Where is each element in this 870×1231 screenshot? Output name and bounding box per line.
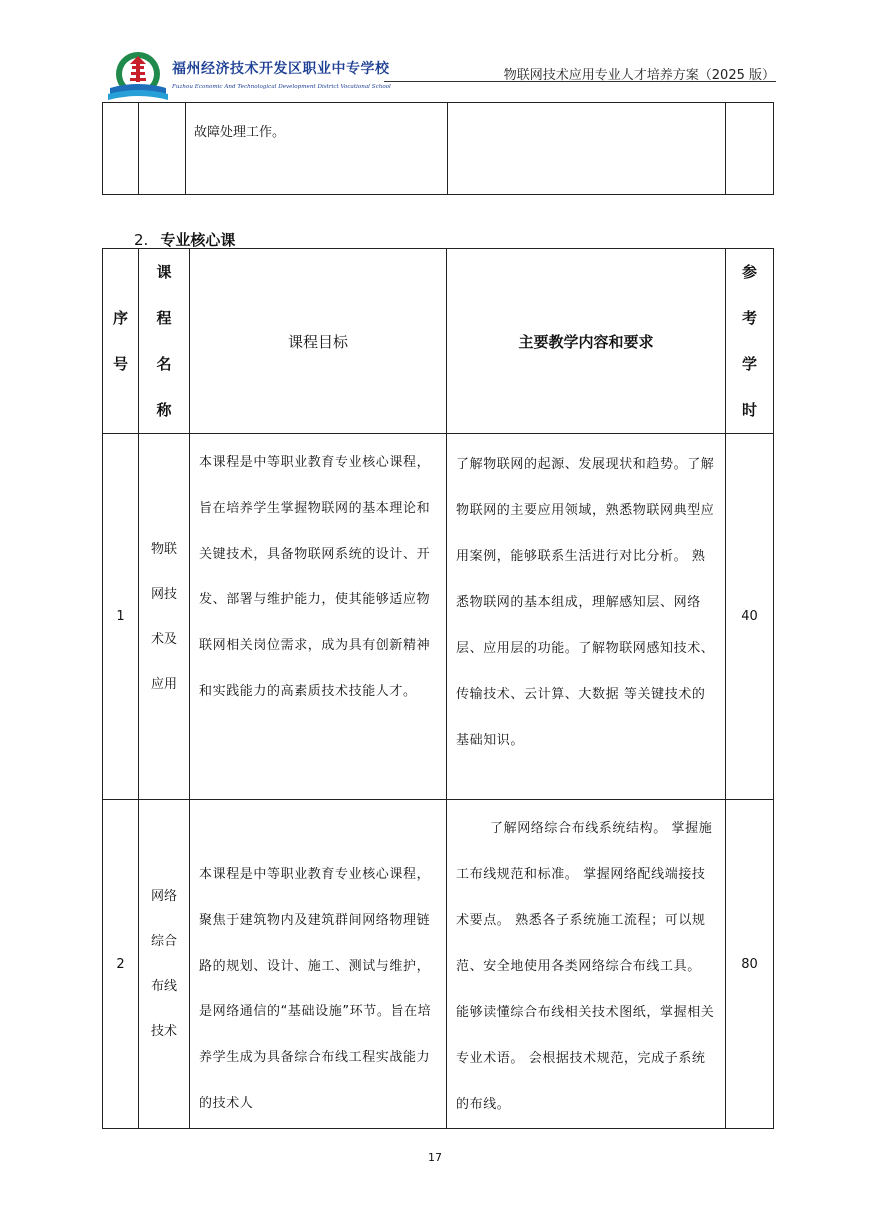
section-heading <box>134 229 235 250</box>
table-cell <box>448 103 726 195</box>
row-teaching-content: 了解网络综合布线系统结构。 掌握施工布线规范和标准。 掌握网络配线端接技术要点。 熟悉各子系统施工流程；可以规范、安全地使用各类网络综合布线工具。 能够读懂综合布线相关技术图纸，掌握相关专业术语。 会根据技术规范，完成子系统的布线。 <box>447 800 726 1129</box>
page-number: 17 <box>428 1151 442 1164</box>
row-course-goal: 本课程是中等职业教育专业核心课程，聚焦于建筑物内及建筑群间网络物理链路的规划、设计、施工、测试与维护，是网络通信的“基础设施”环节。旨在培养学生成为具备综合布线工程实战能力的技术人 <box>190 800 447 1129</box>
section-title: 专业核心课 <box>160 231 236 249</box>
row-seq: 2 <box>103 800 139 1129</box>
table-row <box>103 800 774 1129</box>
table-row <box>103 434 774 800</box>
header-reference-hours: 参 考 学 时 <box>726 249 774 434</box>
document-title: 物联网技术应用专业人才培养方案（2025 版） <box>503 68 775 83</box>
row-reference-hours: 40 <box>726 434 774 800</box>
core-courses-table <box>102 248 774 1129</box>
row-teaching-content: 了解物联网的起源、发展现状和趋势。了解物联网的主要应用领域，熟悉物联网典型应用案例，能够联系生活进行对比分析。 熟悉物联网的基本组成，理解感知层、网络层、应用层的功能。了解物联网感知技术、传输技术、云计算、大数据 等关键技术的基础知识。 <box>447 434 726 800</box>
header-course-goal: 课程目标 <box>190 249 447 434</box>
previous-table-continuation <box>102 102 774 195</box>
header-seq: 序 号 <box>103 249 139 434</box>
section-number: 2. <box>134 231 149 249</box>
row-course-name: 网络 综合 布线 技术 <box>139 800 190 1129</box>
row-course-goal: 本课程是中等职业教育专业核心课程，旨在培养学生掌握物联网的基本理论和关键技术，具备物联网系统的设计、开发、部署与维护能力，使其能够适应物联网相关岗位需求，成为具有创新精神和实践能力的高素质技术技能人才。 <box>190 434 447 800</box>
header-divider <box>384 81 776 82</box>
row-seq: 1 <box>103 434 139 800</box>
table-cell <box>186 103 448 195</box>
school-name-en: Fuzhou Economic And Technological Development District Vocational School <box>172 84 391 90</box>
header-teaching-content: 主要教学内容和要求 <box>447 249 726 434</box>
row-reference-hours: 80 <box>726 800 774 1129</box>
table-cell <box>726 103 774 195</box>
table-cell <box>103 103 139 195</box>
continued-text: 故障处理工作。 <box>194 125 286 140</box>
table-header-row <box>103 249 774 434</box>
table-cell <box>139 103 186 195</box>
header-course-name: 课 程 名 称 <box>139 249 190 434</box>
school-name-cn: 福州经济技术开发区职业中专学校 <box>172 61 390 77</box>
row-course-name: 物联 网技 术及 应用 <box>139 434 190 800</box>
school-logo <box>106 50 170 104</box>
